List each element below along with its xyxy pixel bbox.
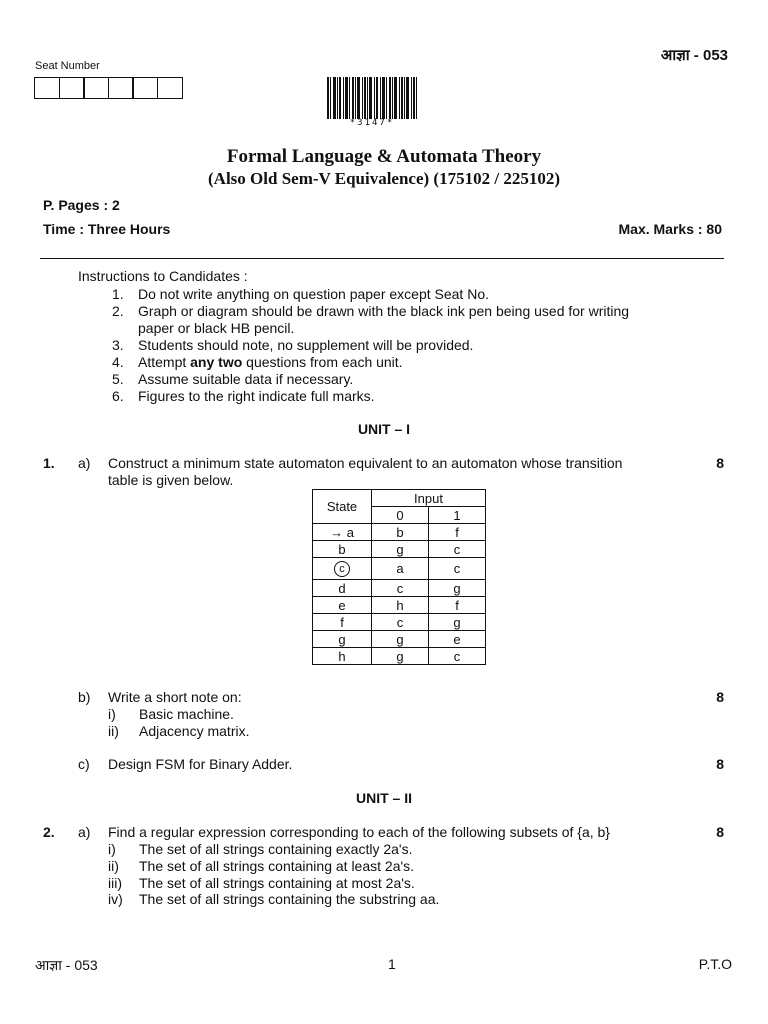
transition-cell: c	[429, 648, 486, 665]
table-row	[313, 597, 486, 614]
q1b-marks: 8	[716, 689, 724, 705]
input-0-header: 0	[372, 507, 429, 524]
header-divider	[40, 258, 724, 259]
q1b-text: Write a short note on:	[108, 689, 242, 705]
transition-cell: g	[372, 631, 429, 648]
instruction-text-pre: Attempt	[138, 354, 191, 370]
instruction-continuation: paper or black HB pencil.	[138, 320, 295, 336]
q1b-label: b)	[78, 689, 91, 705]
seat-number-boxes	[34, 77, 181, 99]
transition-cell: c	[372, 580, 429, 597]
q2a-label: a)	[78, 824, 91, 840]
transition-cell: g	[429, 580, 486, 597]
state-cell: b	[313, 541, 372, 558]
q1c-label: c)	[78, 756, 90, 772]
q2a-sub-text: The set of all strings containing at least 2a's.	[139, 858, 415, 874]
q1b-sub-number: ii)	[108, 723, 119, 739]
transition-cell: c	[429, 558, 486, 580]
instruction-number: 5.	[112, 371, 124, 387]
instruction-item	[112, 303, 629, 320]
q1a-marks: 8	[716, 455, 724, 471]
state-cell: → a	[313, 524, 372, 541]
exam-title: Formal Language & Automata Theory	[226, 146, 542, 167]
seat-box	[132, 77, 158, 99]
seat-box	[83, 77, 109, 99]
instruction-text: Assume suitable data if necessary.	[138, 371, 354, 387]
q2a-sub-number: iii)	[108, 875, 122, 891]
transition-cell: a	[372, 558, 429, 580]
q2a-sub-text: The set of all strings containing at most 2a's.	[139, 875, 415, 891]
transition-cell: c	[429, 541, 486, 558]
instructions-heading: Instructions to Candidates :	[78, 268, 248, 284]
instruction-item	[112, 286, 489, 303]
table-row	[313, 541, 486, 558]
table-row	[313, 631, 486, 648]
unit-1-heading: UNIT – I	[357, 421, 411, 437]
barcode	[327, 74, 417, 122]
barcode-number: *3147*	[349, 118, 395, 128]
input-column-header: Input	[372, 490, 486, 507]
state-cell: d	[313, 580, 372, 597]
q2a-sub-text: The set of all strings containing exactly 2a's.	[139, 841, 413, 857]
instruction-text-emphasis: any two	[190, 354, 243, 370]
instruction-text: Graph or diagram should be drawn with the black ink pen being used for writing	[138, 303, 630, 319]
please-turn-over: P.T.O	[698, 956, 732, 972]
instruction-number: 3.	[112, 337, 124, 353]
state-cell: e	[313, 597, 372, 614]
input-1-header: 1	[429, 507, 486, 524]
transition-cell: b	[372, 524, 429, 541]
seat-box	[157, 77, 183, 99]
max-marks: Max. Marks : 80	[618, 221, 722, 237]
transition-cell: g	[372, 648, 429, 665]
exam-subtitle: (Also Old Sem-V Equivalence) (175102 / 225102)	[208, 169, 560, 188]
instruction-number: 4.	[112, 354, 124, 370]
transition-table	[312, 489, 486, 665]
q2a-sub-number: iv)	[108, 891, 123, 907]
transition-cell: h	[372, 597, 429, 614]
table-row	[313, 648, 486, 665]
state-cell: h	[313, 648, 372, 665]
transition-cell: f	[429, 597, 486, 614]
q1c-marks: 8	[716, 756, 724, 772]
transition-cell: c	[372, 614, 429, 631]
transition-cell: g	[429, 614, 486, 631]
unit-2-heading: UNIT – II	[355, 790, 412, 806]
q1b-sub-text: Basic machine.	[139, 706, 234, 722]
q2a-sub-number: i)	[108, 841, 116, 857]
question-1-number: 1.	[43, 455, 55, 471]
q1a-label: a)	[78, 455, 91, 471]
instruction-item	[112, 371, 353, 388]
state-column-header: State	[313, 490, 372, 524]
instruction-text: Figures to the right indicate full marks.	[138, 388, 375, 404]
state-cell	[313, 558, 372, 580]
seat-box	[34, 77, 60, 99]
instruction-text-post: questions from each unit.	[242, 354, 403, 370]
q2a-sub-number: ii)	[108, 858, 119, 874]
transition-cell: g	[372, 541, 429, 558]
exam-duration: Time : Three Hours	[43, 221, 171, 237]
q1a-text-line1: Construct a minimum state automaton equivalent to an automaton whose transition	[108, 455, 623, 471]
table-row	[313, 558, 486, 580]
page-number: 1	[388, 956, 396, 972]
table-row	[313, 524, 486, 541]
transition-cell: f	[429, 524, 486, 541]
state-cell: f	[313, 614, 372, 631]
seat-number-label: Seat Number	[35, 60, 100, 72]
q1b-sub-text: Adjacency matrix.	[139, 723, 250, 739]
table-row	[313, 614, 486, 631]
instruction-item	[112, 354, 403, 371]
instruction-number: 2.	[112, 303, 124, 319]
q1a-text-line2: table is given below.	[108, 472, 234, 488]
seat-box	[108, 77, 134, 99]
page-count: P. Pages : 2	[43, 197, 120, 213]
instruction-number: 1.	[112, 286, 124, 302]
state-cell: g	[313, 631, 372, 648]
question-2-number: 2.	[43, 824, 55, 840]
instruction-item	[112, 388, 375, 405]
q1b-sub-number: i)	[108, 706, 116, 722]
instruction-number: 6.	[112, 388, 124, 404]
table-row	[313, 580, 486, 597]
footer-paper-code: आज्ञा - 053	[35, 957, 98, 973]
paper-code: आज्ञा - 053	[660, 47, 728, 64]
seat-box	[59, 77, 85, 99]
instruction-item	[112, 337, 473, 354]
transition-cell: e	[429, 631, 486, 648]
q2a-marks: 8	[716, 824, 724, 840]
final-state-marker: c	[334, 561, 350, 577]
instruction-text: Students should note, no supplement will be provided.	[138, 337, 474, 353]
table-header-row	[313, 490, 486, 507]
q2a-text: Find a regular expression corresponding to each of the following subsets of {a, b}	[108, 824, 610, 840]
q1c-text: Design FSM for Binary Adder.	[108, 756, 293, 772]
q2a-sub-text: The set of all strings containing the substring aa.	[139, 891, 440, 907]
instruction-text: Do not write anything on question paper except Seat No.	[138, 286, 489, 302]
